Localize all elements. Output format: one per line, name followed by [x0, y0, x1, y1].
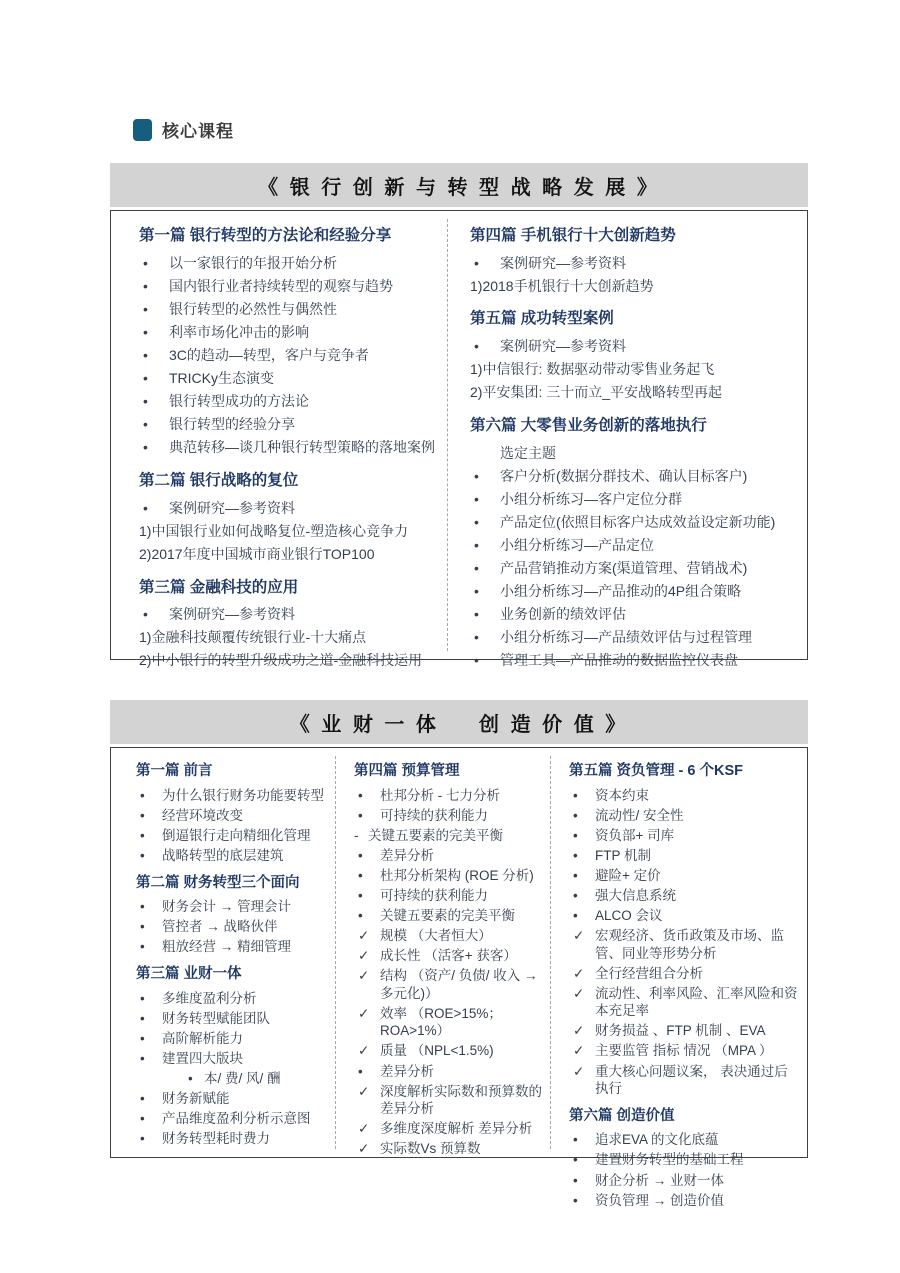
list-item — [354, 807, 544, 825]
course-section — [139, 225, 439, 458]
list-item-text: 实际数Vs 预算数 — [380, 1141, 481, 1157]
course-section — [136, 965, 329, 1148]
list-item-text: 案例研究—参考资料 — [500, 338, 626, 355]
list-item-text: 案例研究—参考资料 — [500, 254, 626, 271]
list-item — [470, 467, 799, 487]
bullet-icon: • — [573, 1152, 578, 1168]
check-icon: ✓ — [573, 1063, 585, 1079]
list-item-text: 财务损益 、FTP 机制 、EVA — [595, 1023, 766, 1039]
bullet-icon: • — [143, 323, 148, 340]
list-item — [136, 807, 329, 825]
course-section — [569, 1107, 801, 1210]
list-item — [569, 1063, 801, 1098]
list-item — [354, 847, 544, 865]
list-item — [470, 383, 799, 403]
list-item — [470, 536, 799, 556]
list-item — [139, 392, 439, 412]
list-item-text: 流动性、利率风险、汇率风险和资本充足率 — [595, 985, 798, 1019]
list-item — [136, 898, 329, 916]
list-item — [136, 827, 329, 845]
list-item — [569, 807, 801, 825]
list-item-text: 多维度盈利分析 — [162, 990, 257, 1006]
list-item-text: 选定主题 — [500, 444, 556, 461]
check-icon: ✓ — [573, 1023, 585, 1039]
list-item — [136, 1030, 329, 1048]
list-item — [136, 918, 329, 936]
bullet-icon: • — [358, 807, 363, 823]
section-title: 第六篇 大零售业务创新的落地执行 — [470, 416, 707, 434]
bullet-icon: • — [358, 1063, 363, 1079]
bullet-icon: • — [573, 868, 578, 884]
course1-column-left — [111, 211, 447, 669]
check-icon: ✓ — [358, 1083, 370, 1099]
list-item-text: 资负管理 → 创造价值 — [595, 1192, 725, 1208]
check-icon: ✓ — [573, 965, 585, 981]
list-item — [470, 444, 799, 464]
list-item-text: 银行转型的经验分享 — [169, 416, 295, 433]
list-item — [139, 415, 439, 435]
bullet-icon: • — [573, 908, 578, 924]
list-item — [354, 1140, 544, 1158]
bullet-icon: • — [573, 787, 578, 803]
list-item-text: 重大核心问题议案， 表决通过后执行 — [595, 1063, 788, 1097]
section-title: 第二篇 财务转型三个面向 — [136, 874, 300, 891]
list-item-text: 银行转型成功的方法论 — [169, 393, 309, 410]
course-section — [569, 762, 801, 1098]
list-item-text: 1)中信银行: 数据驱动带动零售业务起飞 — [470, 361, 715, 378]
list-item — [569, 867, 801, 885]
bullet-icon: • — [140, 1131, 145, 1147]
list-item-text: 2)中小银行的转型升级成功之道-金融科技运用 — [139, 652, 423, 669]
bullet-icon: • — [143, 439, 148, 456]
list-item-text: 财务转型赋能团队 — [162, 1010, 270, 1026]
bullet-icon: • — [474, 560, 479, 576]
list-item-text: 杜邦分析架构 (ROE 分析) — [380, 868, 534, 884]
list-item-text: 成长性 （活客+ 获客） — [380, 948, 517, 964]
section-title: 第二篇 银行战略的复位 — [139, 472, 299, 490]
list-item — [136, 1070, 329, 1088]
list-item — [354, 787, 544, 805]
list-item — [354, 947, 544, 965]
check-icon: ✓ — [358, 948, 370, 964]
bullet-icon: • — [474, 536, 479, 553]
bullet-icon: • — [474, 513, 479, 530]
list-item-text: 主要监管 指标 情况 （MPA ） — [595, 1043, 773, 1059]
list-item-text: 1)2018手机银行十大创新趋势 — [470, 277, 654, 294]
list-item — [354, 827, 544, 845]
list-item-text: 可持续的获利能力 — [380, 807, 488, 823]
list-item-text: 1)中国银行业如何战略复位-塑造核心竞争力 — [139, 522, 409, 539]
list-item-text: 关键五要素的完美平衡 — [368, 827, 503, 843]
list-item — [354, 1005, 544, 1040]
bullet-icon: • — [143, 499, 148, 516]
check-icon: ✓ — [573, 985, 585, 1001]
list-item-text: 案例研究—参考资料 — [169, 499, 295, 516]
list-item — [136, 1130, 329, 1148]
list-item — [136, 938, 329, 956]
list-item-text: 利率市场化冲击的影响 — [169, 323, 309, 340]
list-item-text: 产品营销推动方案(渠道管理、营销战术) — [500, 560, 748, 576]
check-icon: ✓ — [358, 1121, 370, 1137]
list-item — [354, 867, 544, 885]
bullet-icon: • — [140, 827, 145, 843]
list-item-text: 资负部+ 司库 — [595, 827, 675, 843]
list-item-text: 2)2017年度中国城市商业银行TOP100 — [139, 545, 375, 562]
bullet-icon: • — [474, 652, 479, 669]
list-item-text: 3C的趋动—转型，客户与竞争者 — [169, 347, 369, 364]
bullet-icon: • — [474, 338, 479, 355]
check-icon: ✓ — [573, 1043, 585, 1059]
section-title: 第五篇 成功转型案例 — [470, 310, 614, 328]
list-item — [139, 628, 439, 648]
list-item — [354, 887, 544, 905]
list-item-text: 国内银行业者持续转型的观察与趋势 — [169, 277, 393, 294]
bullet-icon: • — [140, 1051, 145, 1066]
bullet-icon: • — [140, 1030, 145, 1046]
bullet-icon: • — [143, 277, 148, 294]
bullet-icon: • — [140, 787, 145, 803]
list-item — [136, 1110, 329, 1128]
section-title: 第一篇 银行转型的方法论和经验分享 — [139, 227, 392, 244]
list-item-text: 产品定位(依照目标客户达成效益设定新功能) — [500, 513, 776, 530]
bullet-icon: • — [143, 393, 148, 410]
course-section — [139, 577, 439, 671]
section-title: 第三篇 金融科技的应用 — [139, 578, 299, 596]
list-item — [139, 300, 439, 320]
bullet-icon: • — [474, 606, 479, 623]
list-item-text: 小组分析练习—产品定位 — [500, 536, 654, 553]
check-icon: ✓ — [358, 1043, 370, 1059]
bullet-icon: • — [140, 847, 145, 863]
bullet-icon: • — [358, 908, 363, 924]
list-item — [136, 990, 329, 1008]
list-item — [470, 254, 799, 274]
list-item-text: 结构 （资产/ 负债/ 收入 → 多元化)） — [380, 968, 538, 1001]
check-icon: ✓ — [358, 1141, 370, 1157]
bullet-icon: • — [140, 1111, 145, 1127]
bullet-icon: • — [143, 606, 148, 623]
bullet-icon: • — [358, 847, 363, 863]
list-item-text: 2)平安集团: 三十而立_平安战略转型再起 — [470, 384, 723, 401]
course-section — [354, 762, 544, 1158]
list-item — [470, 277, 799, 297]
list-item-text: 全行经营组合分析 — [595, 965, 703, 981]
bullet-icon: • — [573, 1192, 578, 1208]
list-item-text: 差异分析 — [380, 1063, 434, 1079]
list-item — [136, 847, 329, 865]
list-item-text: 杜邦分析 - 七力分析 — [380, 787, 500, 803]
list-item — [354, 1042, 544, 1060]
course2-banner — [110, 700, 808, 744]
list-item — [569, 887, 801, 905]
page-title: 核心课程 — [162, 122, 234, 141]
bullet-icon: • — [573, 847, 578, 863]
bullet-icon: • — [143, 370, 148, 387]
list-item — [470, 360, 799, 380]
list-item — [569, 847, 801, 865]
list-item-text: 粗放经营 → 精细管理 — [162, 939, 292, 955]
section-title: 第四篇 预算管理 — [354, 763, 460, 779]
course-section — [139, 470, 439, 564]
bullet-icon: • — [188, 1071, 193, 1087]
list-item — [470, 605, 799, 625]
list-item-text: 小组分析练习—产品绩效评估与过程管理 — [500, 629, 752, 646]
section-title: 第六篇 创造价值 — [569, 1107, 675, 1124]
list-item-text: 避险+ 定价 — [595, 868, 661, 884]
list-item — [139, 605, 439, 625]
bullet-icon: • — [143, 347, 148, 364]
course1-banner-title: 《 银 行 创 新 与 转 型 战 略 发 展 》 — [258, 176, 660, 199]
section-title: 第四篇 手机银行十大创新趋势 — [470, 227, 676, 244]
list-item-text: 小组分析练习—产品推动的4P组合策略 — [500, 583, 742, 600]
bullet-icon: • — [474, 490, 479, 507]
course2-column-3 — [551, 748, 807, 1208]
list-item — [569, 1151, 801, 1169]
list-item-text: 管控者 → 战略伙伴 — [162, 919, 278, 935]
bullet-icon: • — [143, 254, 148, 271]
list-item-text: 规模 （大者恒大） — [380, 928, 492, 944]
bullet-icon: • — [140, 919, 145, 935]
list-item-text: 可持续的获利能力 — [380, 888, 488, 904]
bullet-icon: • — [143, 300, 148, 317]
list-item — [470, 582, 799, 602]
section-title: 第三篇 业财一体 — [136, 966, 242, 983]
bullet-icon: • — [140, 899, 145, 915]
list-item — [139, 323, 439, 343]
list-item-text: 战略转型的底层建筑 — [162, 847, 284, 863]
section-marker-icon — [133, 119, 152, 141]
doc-header — [133, 117, 234, 142]
list-item-text: 财企分析 → 业财一体 — [595, 1172, 725, 1188]
list-item — [139, 369, 439, 389]
bullet-icon: • — [140, 1091, 145, 1107]
list-item — [569, 985, 801, 1020]
list-item-text: 高阶解析能力 — [162, 1030, 243, 1046]
bullet-icon: • — [573, 888, 578, 904]
list-item — [136, 1090, 329, 1108]
list-item — [569, 1172, 801, 1190]
course2-column-1 — [111, 748, 335, 1157]
course1-column-right — [448, 211, 807, 669]
bullet-icon: • — [358, 868, 363, 884]
list-item — [569, 827, 801, 845]
list-item — [569, 907, 801, 925]
list-item-text: 财务新赋能 — [162, 1091, 230, 1107]
list-item — [139, 438, 439, 458]
list-item-text: 流动性/ 安全性 — [595, 807, 684, 823]
course2-box — [110, 747, 808, 1208]
course-section — [470, 225, 799, 296]
list-item — [354, 927, 544, 945]
list-item — [569, 1192, 801, 1210]
list-item-text: 产品维度盈利分析示意图 — [162, 1111, 311, 1127]
list-item-text: 效率 （ROE>15%； ROA>1%） — [380, 1005, 502, 1039]
list-item-text: 银行转型的必然性与偶然性 — [169, 300, 337, 317]
bullet-icon: • — [140, 990, 145, 1006]
list-item — [136, 1050, 329, 1068]
list-item — [470, 513, 799, 533]
bullet-icon: • — [573, 827, 578, 843]
list-item-text: 客户分析(数据分群技术、确认目标客户) — [500, 467, 748, 484]
list-item-text: 质量 （NPL<1.5%) — [380, 1043, 494, 1059]
check-icon: ✓ — [358, 1005, 370, 1021]
list-item — [470, 628, 799, 648]
section-title: 第一篇 前言 — [136, 763, 213, 779]
check-icon: ✓ — [358, 928, 370, 944]
list-item-text: 追求EVA 的文化底蕴 — [595, 1132, 719, 1148]
list-item — [354, 967, 544, 1002]
list-item — [139, 254, 439, 274]
list-item-text: 强大信息系统 — [595, 888, 676, 904]
list-item-text: 多维度深度解析 差异分析 — [380, 1121, 533, 1137]
list-item — [569, 965, 801, 983]
list-item — [139, 346, 439, 366]
list-item — [354, 1083, 544, 1118]
list-item — [139, 522, 439, 542]
list-item-text: 为什么银行财务功能要转型 — [162, 787, 324, 803]
list-item-text: TRICKy生态演变 — [169, 370, 274, 387]
list-item-text: 资本约束 — [595, 787, 649, 803]
list-item — [569, 787, 801, 805]
list-item-text: 建置财务转型的基础工程 — [595, 1152, 744, 1168]
list-item — [139, 277, 439, 297]
course2-column-2 — [336, 748, 550, 1157]
bullet-icon: • — [358, 888, 363, 904]
list-item-text: 倒逼银行走向精细化管理 — [162, 827, 311, 843]
list-item — [139, 545, 439, 565]
list-item-text: 1)金融科技颠覆传统银行业-十大痛点 — [139, 629, 367, 646]
check-icon: ✓ — [573, 928, 585, 944]
list-item-text: 关键五要素的完美平衡 — [380, 908, 515, 924]
section-title: 第五篇 资负管理 - 6 个KSF — [569, 763, 744, 779]
course1-box — [110, 210, 808, 669]
list-item-text: 典范转移—谈几种银行转型策略的落地案例 — [169, 439, 435, 456]
list-item — [354, 907, 544, 925]
bullet-icon: • — [143, 416, 148, 433]
bullet-icon: • — [573, 1172, 578, 1188]
list-item — [136, 787, 329, 805]
list-item-text: 差异分析 — [380, 847, 434, 863]
list-item-text: 经营环境改变 — [162, 807, 243, 823]
list-item-text: 业务创新的绩效评估 — [500, 606, 626, 623]
list-item-text: ALCO 会议 — [595, 908, 663, 924]
bullet-icon: • — [358, 787, 363, 803]
list-item — [139, 499, 439, 519]
course-section — [470, 308, 799, 402]
bullet-icon: • — [140, 939, 145, 955]
bullet-icon: • — [140, 1010, 145, 1026]
list-item-text: 案例研究—参考资料 — [169, 606, 295, 623]
list-item-text: 财务会计 → 管理会计 — [162, 899, 292, 915]
list-item — [569, 1131, 801, 1149]
check-icon: ✓ — [358, 968, 370, 984]
course2-banner-title: 《 业 财 一 体 创 造 价 值 》 — [289, 713, 629, 736]
bullet-icon: • — [573, 1132, 578, 1148]
bullet-icon: • — [474, 629, 479, 646]
list-item — [470, 337, 799, 357]
list-item — [569, 927, 801, 962]
list-item — [354, 1120, 544, 1138]
list-item-text: 以一家银行的年报开始分析 — [169, 254, 337, 271]
list-item-text: 宏观经济、货币政策及市场、监管、同业等形势分析 — [595, 928, 784, 961]
list-item — [569, 1042, 801, 1060]
bullet-icon: • — [573, 807, 578, 823]
course-section — [136, 874, 329, 956]
bullet-icon: - — [354, 827, 359, 843]
bullet-icon: • — [140, 807, 145, 823]
list-item — [470, 651, 799, 671]
list-item-text: 深度解析实际数和预算数的差异分析 — [380, 1083, 542, 1117]
list-item-text: 建置四大版块 — [162, 1051, 243, 1066]
list-item-text: 管理工具—产品推动的数据监控仪表盘 — [500, 652, 738, 669]
list-item-text: 小组分析练习—客户定位分群 — [500, 490, 682, 507]
bullet-icon: • — [474, 467, 479, 484]
list-item — [354, 1063, 544, 1081]
list-item-text: 财务转型耗时费力 — [162, 1131, 270, 1147]
list-item — [139, 651, 439, 671]
list-item — [470, 559, 799, 579]
course-section — [470, 415, 799, 671]
list-item — [569, 1022, 801, 1040]
list-item — [470, 490, 799, 510]
bullet-icon: • — [474, 583, 479, 600]
list-item-text: FTP 机制 — [595, 847, 652, 863]
course-section — [136, 762, 329, 865]
bullet-icon: • — [474, 254, 479, 271]
list-item-text: 本/ 费/ 风/ 酬 — [204, 1071, 281, 1087]
course1-banner — [110, 163, 808, 207]
list-item — [136, 1010, 329, 1028]
